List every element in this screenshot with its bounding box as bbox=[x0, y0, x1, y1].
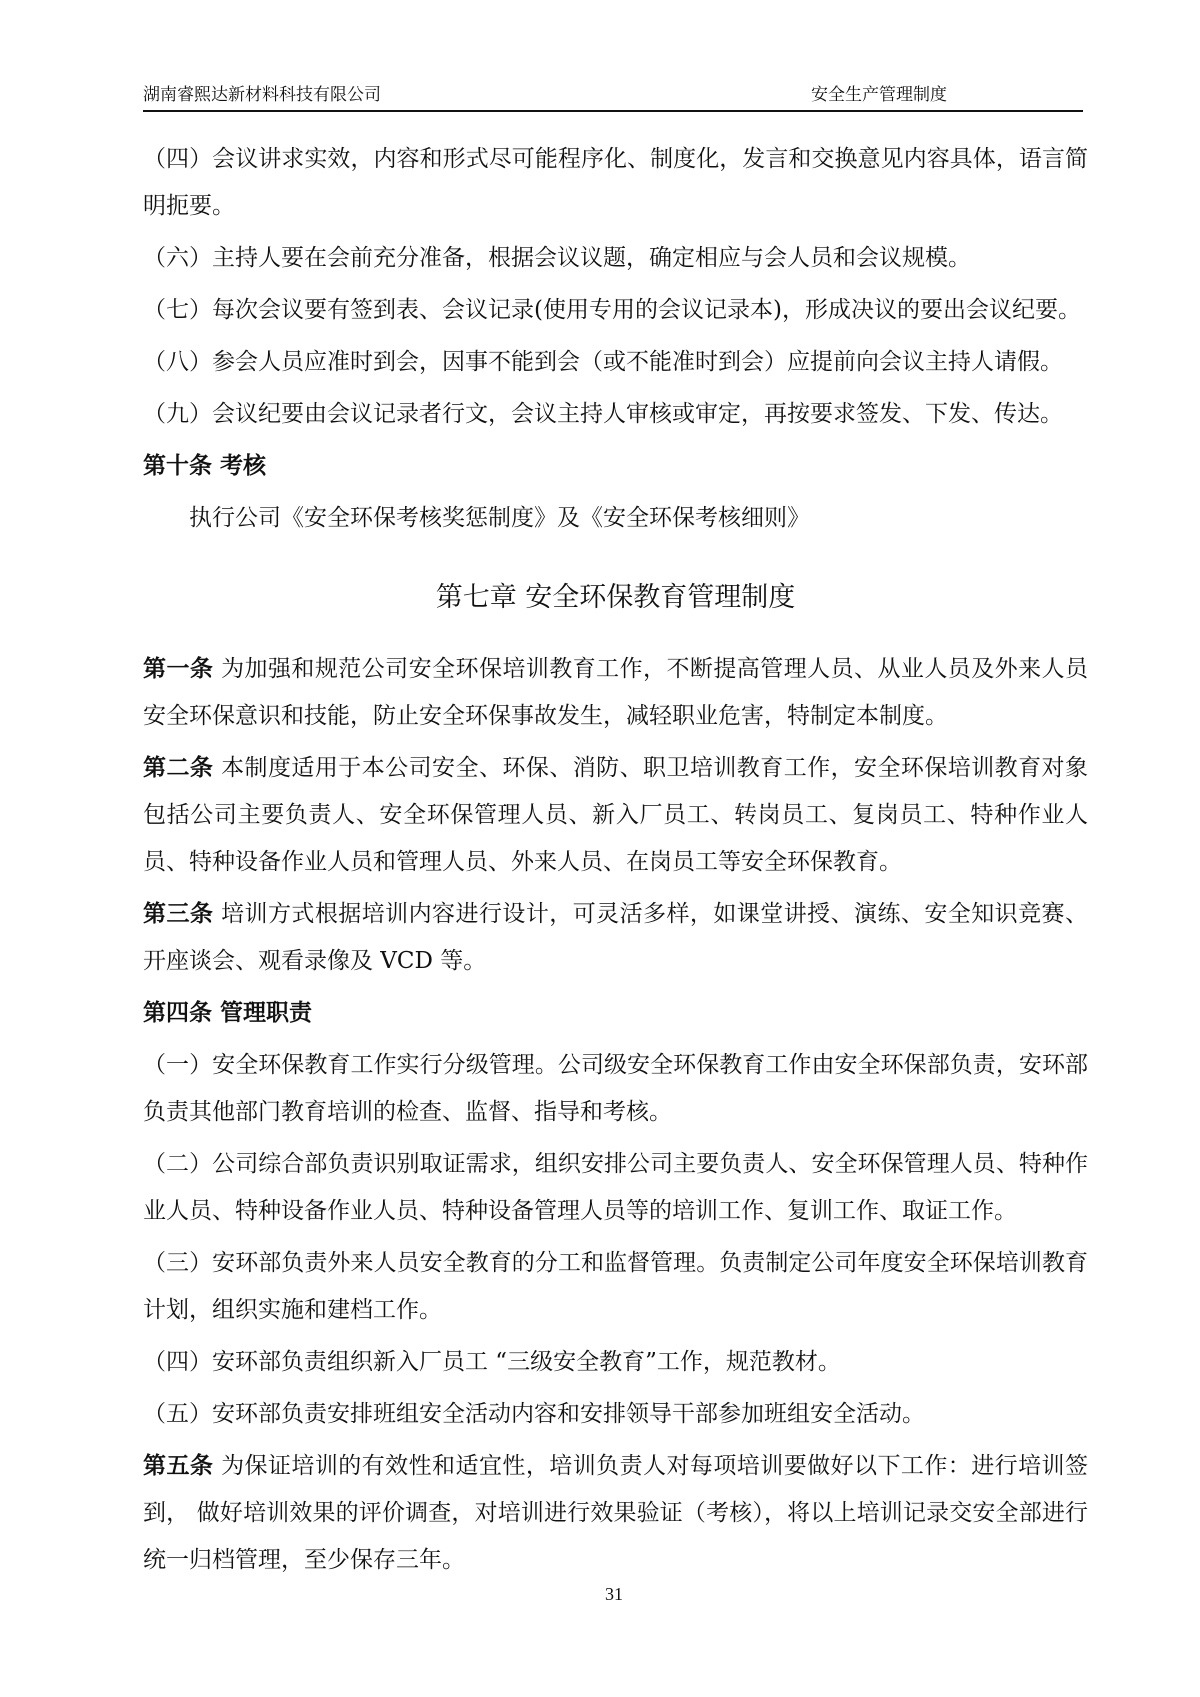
article-3-label: 第三条 bbox=[143, 901, 214, 927]
article-5-text: 为保证培训的有效性和适宜性，培训负责人对每项培训要做好以下工作：进行培训签到， 做好培训效果的评价调查，对培训进行效果验证（考核），将以上培训记录交安全部进行统一归档管理，至少保存三年。 bbox=[143, 1453, 1089, 1573]
meeting-item-9: （九）会议纪要由会议记录者行文，会议主持人审核或审定，再按要求签发、下发、传达。 bbox=[143, 401, 1063, 427]
article-4-item-4: （四）安环部负责组织新入厂员工 “三级安全教育”工作，规范教材。 bbox=[143, 1349, 841, 1375]
article-4-item-1: （一）安全环保教育工作实行分级管理。公司级安全环保教育工作由安全环保部负责，安环部负责其他部门教育培训的检查、监督、指导和考核。 bbox=[143, 1052, 1088, 1125]
article-4-item-5: （五）安环部负责安排班组安全活动内容和安排领导干部参加班组安全活动。 bbox=[143, 1401, 925, 1427]
article-1-label: 第一条 bbox=[143, 656, 214, 682]
article-5-label: 第五条 bbox=[143, 1453, 214, 1479]
header-rule bbox=[143, 110, 1083, 112]
article-3-text: 培训方式根据培训内容进行设计，可灵活多样，如课堂讲授、演练、安全知识竞赛、开座谈会、观看录像及 VCD 等。 bbox=[143, 901, 1089, 974]
chapter7-article-1 bbox=[143, 646, 1088, 740]
meeting-item-4: （四）会议讲求实效，内容和形式尽可能程序化、制度化，发言和交换意见内容具体，语言简明扼要。 bbox=[143, 146, 1088, 219]
chapter7-article-5 bbox=[143, 1443, 1088, 1584]
meeting-item-8: （八）参会人员应准时到会，因事不能到会（或不能准时到会）应提前向会议主持人请假。 bbox=[143, 349, 1063, 375]
chapter7-article-2 bbox=[143, 745, 1088, 886]
chapter-7-title: 第七章 安全环保教育管理制度 bbox=[435, 582, 796, 613]
header-company: 湖南睿熙达新材料科技有限公司 bbox=[143, 85, 381, 105]
page-number: 31 bbox=[605, 1584, 623, 1604]
article-10-body: 执行公司《安全环保考核奖惩制度》及《安全环保考核细则》 bbox=[189, 505, 810, 531]
article-2-text: 本制度适用于本公司安全、环保、消防、职卫培训教育工作，安全环保培训教育对象包括公司主要负责人、安全环保管理人员、新入厂员工、转岗员工、复岗员工、特种作业人员、特种设备作业人员和管理人员、外来人员、在岗员工等安全环保教育。 bbox=[143, 755, 1089, 875]
document-body bbox=[143, 136, 1088, 1589]
article-1-text: 为加强和规范公司安全环保培训教育工作，不断提高管理人员、从业人员及外来人员安全环保意识和技能，防止安全环保事故发生，减轻职业危害，特制定本制度。 bbox=[143, 656, 1089, 729]
article-10-heading: 第十条 考核 bbox=[143, 453, 267, 479]
header-doc-title: 安全生产管理制度 bbox=[811, 85, 947, 105]
meeting-item-7: （七）每次会议要有签到表、会议记录(使用专用的会议记录本)，形成决议的要出会议纪要。 bbox=[143, 297, 1081, 323]
chapter7-article-3 bbox=[143, 891, 1088, 985]
article-4-heading: 第四条 管理职责 bbox=[143, 1000, 313, 1026]
article-4-item-3: （三）安环部负责外来人员安全教育的分工和监督管理。负责制定公司年度安全环保培训教育计划，组织实施和建档工作。 bbox=[143, 1250, 1088, 1323]
article-4-item-2: （二）公司综合部负责识别取证需求，组织安排公司主要负责人、安全环保管理人员、特种作业人员、特种设备作业人员、特种设备管理人员等的培训工作、复训工作、取证工作。 bbox=[143, 1151, 1088, 1224]
meeting-item-6: （六）主持人要在会前充分准备，根据会议议题，确定相应与会人员和会议规模。 bbox=[143, 245, 971, 271]
page-header bbox=[143, 84, 1083, 110]
article-2-label: 第二条 bbox=[143, 755, 214, 781]
